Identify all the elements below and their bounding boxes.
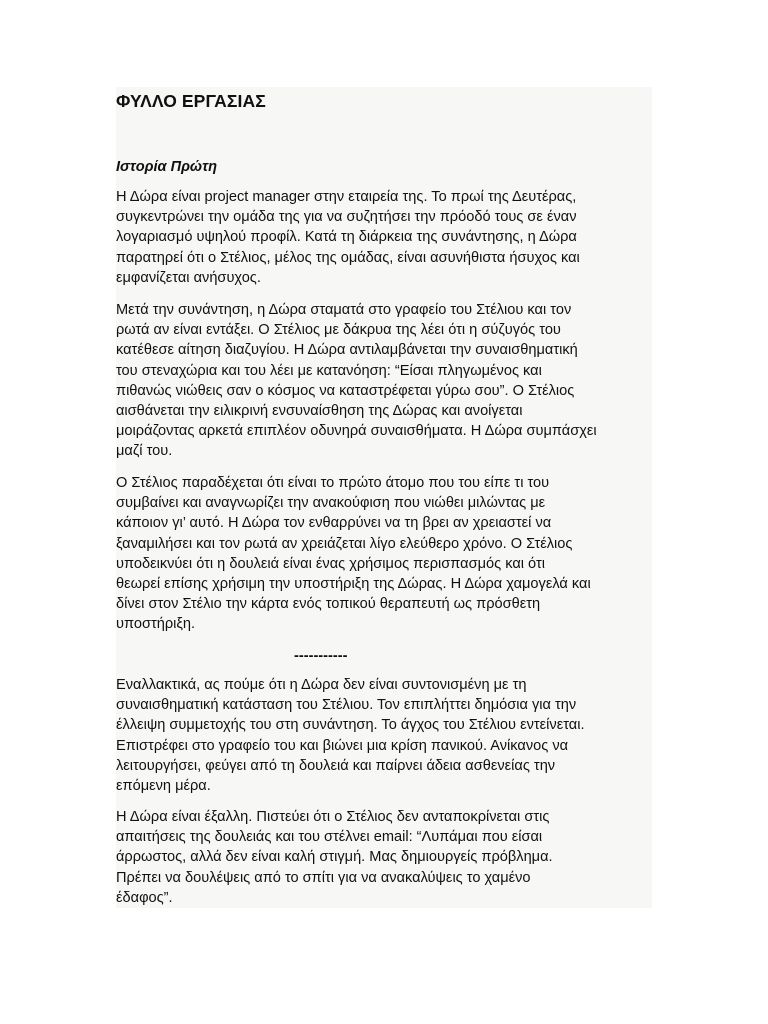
paragraph-line: υποστήριξη. xyxy=(116,616,196,633)
paragraph-line: πιθανώς νιώθεις σαν ο κόσμος να καταστρέφεται γύρω σου”. Ο Στέλιος xyxy=(116,382,575,399)
paragraph-line: συγκεντρώνει την ομάδα της για να συζητήσει την πρόοδό τους σε έναν xyxy=(116,209,577,226)
paragraph-line: Μετά την συνάντηση, η Δώρα σταματά στο γραφείο του Στέλιου και τον xyxy=(116,302,572,318)
paragraph-line: κάποιον γι’ αυτό. Η Δώρα τον ενθαρρύνει να τη βρει αν χρειαστεί να xyxy=(116,515,552,532)
paragraph-line: Εναλλακτικά, ας πούμε ότι η Δώρα δεν είναι συντονισμένη με τη xyxy=(116,677,527,693)
paragraph-line: θεωρεί επίσης χρήσιμη την υποστήριξη της Δώρας. Η Δώρα χαμογελά και xyxy=(116,576,591,593)
paragraph-line: συμβαίνει και αναγνωρίζει την ανακούφιση που νιώθει μιλώντας με xyxy=(116,495,546,512)
paragraph-5 xyxy=(116,807,652,908)
paragraph-4 xyxy=(116,675,652,796)
paragraph-line: λειτουργήσει, φεύγει από τη δουλειά και παίρνει άδεια ασθενείας την xyxy=(116,757,556,774)
paragraph-line: Επιστρέφει στο γραφείο του και βιώνει μια κρίση πανικού. Ανίκανος να xyxy=(116,737,569,754)
paragraph-line: επόμενη μέρα. xyxy=(116,778,211,795)
paragraph-line: ρωτά αν είναι εντάξει. Ο Στέλιος με δάκρυα της λέει ότι η σύζυγός του xyxy=(116,322,561,339)
paragraph-3 xyxy=(116,473,652,635)
paragraph-line: Η Δώρα είναι έξαλλη. Πιστεύει ότι ο Στέλιος δεν ανταποκρίνεται στις xyxy=(116,809,550,825)
worksheet-body xyxy=(116,87,652,908)
paragraph-line: Ο Στέλιος παραδέχεται ότι είναι το πρώτο άτομο που του είπε τι του xyxy=(116,475,550,491)
story-heading: Ιστορία Πρώτη xyxy=(116,159,217,175)
paragraph-line: μαζί του. xyxy=(116,443,173,460)
paragraph-line: παρατηρεί ότι ο Στέλιος, μέλος της ομάδας, είναι ασυνήθιστα ήσυχος και xyxy=(116,249,580,266)
paragraph-line: ξαναμιλήσει και τον ρωτά αν χρειάζεται λίγο ελεύθερο χρόνο. Ο Στέλιος xyxy=(116,535,573,552)
paragraph-line: του στεναχώρια και του λέει με κατανόηση: “Είσαι πληγωμένος και xyxy=(116,362,542,379)
paragraph-line: εμφανίζεται ανήσυχος. xyxy=(116,269,261,286)
paragraph-line: υποδεικνύει ότι η δουλειά είναι ένας χρήσιμος περισπασμός και ότι xyxy=(116,555,545,572)
paragraph-line: λογαριασμό υψηλού προφίλ. Κατά τη διάρκεια της συνάντησης, η Δώρα xyxy=(116,229,577,246)
paragraph-1 xyxy=(116,187,652,288)
paragraph-line: κατέθεσε αίτηση διαζυγίου. Η Δώρα αντιλαμβάνεται την συναισθηματική xyxy=(116,342,578,359)
paragraph-line: δίνει στον Στέλιο την κάρτα ενός τοπικού θεραπευτή ως πρόσθετη xyxy=(116,596,541,613)
paragraph-line: μοιράζοντας αρκετά επιπλέον οδυνηρά συναισθήματα. Η Δώρα συμπάσχει xyxy=(116,423,597,440)
paragraph-line: απαιτήσεις της δουλειάς και του στέλνει email: “Λυπάμαι που είσαι xyxy=(116,829,543,846)
paragraph-line: Η Δώρα είναι project manager στην εταιρεία της. Το πρωί της Δευτέρας, xyxy=(116,189,577,205)
paragraph-line: συναισθηματική κατάσταση του Στέλιου. Τον επιπλήττει δημόσια για την xyxy=(116,697,577,714)
paragraph-line: αισθάνεται την ειλικρινή ενσυναίσθηση της Δώρας και ανοίγεται xyxy=(116,403,523,420)
paragraph-2 xyxy=(116,300,652,462)
paragraph-line: έδαφος”. xyxy=(116,889,173,906)
paragraph-line: άρρωστος, αλλά δεν είναι καλή στιγμή. Μας δημιουργείς πρόβλημα. xyxy=(116,849,553,866)
paragraph-line: έλλειψη συμμετοχής του στη συνάντηση. Το άγχος του Στέλιου εντείνεται. xyxy=(116,717,585,734)
section-separator: ----------- xyxy=(294,648,348,664)
paragraph-line: Πρέπει να δουλέψεις από το σπίτι για να ανακαλύψεις το χαμένο xyxy=(116,869,531,886)
document-title: ΦΥΛΛΟ ΕΡΓΑΣΙΑΣ xyxy=(116,91,266,111)
